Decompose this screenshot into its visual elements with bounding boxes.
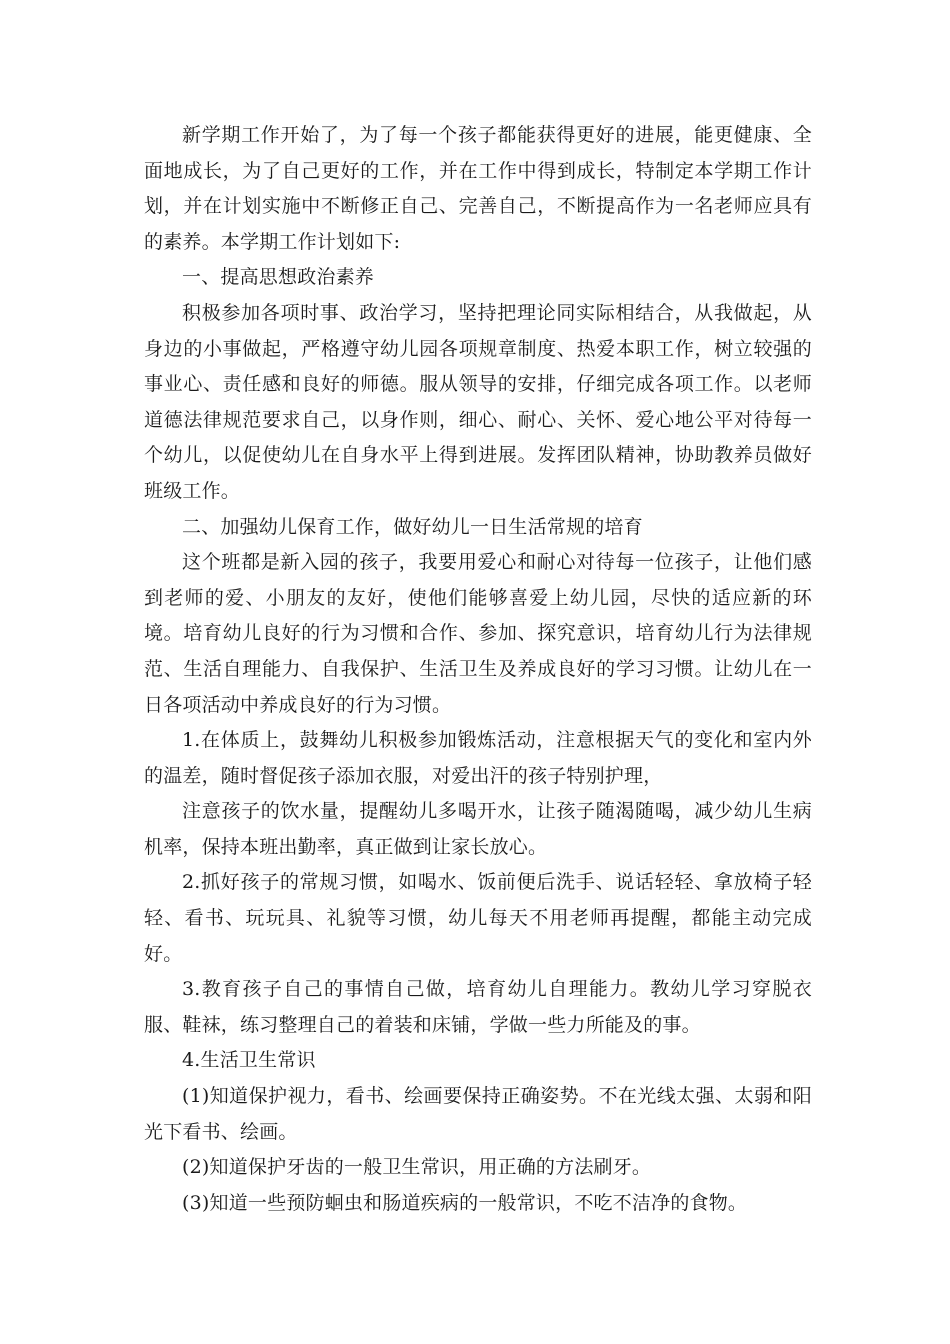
list-item-2: 2.抓好孩子的常规习惯，如喝水、饭前便后洗手、说话轻轻、拿放椅子轻轻、看书、玩玩具、礼貌等习惯，幼儿每天不用老师再提醒，都能主动完成好。 (144, 871, 812, 965)
intro-paragraph: 新学期工作开始了，为了每一个孩子都能获得更好的进展，能更健康、全面地成长，为了自己更好的工作，并在工作中得到成长，特制定本学期工作计划，并在计划实施中不断修正自己、完善自己，不断提高作为一名老师应具有的素养。本学期工作计划如下: (144, 124, 812, 253)
sub-item-3: (3)知道一些预防蛔虫和肠道疾病的一般常识，不吃不洁净的食物。 (182, 1191, 748, 1214)
list-item-4: 4.生活卫生常识 (182, 1049, 316, 1072)
body-paragraph: 积极参加各项时事、政治学习，坚持把理论同实际相结合，从我做起，从身边的小事做起，严格遵守幼儿园各项规章制度、热爱本职工作，树立较强的事业心、责任感和良好的师德。服从领导的安排，仔细完成各项工作。以老师道德法律规范要求自己，以身作则，细心、耐心、关怀、爱心地公平对待每一个幼儿，以促使幼儿在自身水平上得到进展。发挥团队精神，协助教养员做好班级工作。 (144, 301, 812, 502)
section-heading-2: 二、加强幼儿保育工作，做好幼儿一日生活常规的培育 (182, 515, 643, 538)
section-heading-1: 一、提高思想政治素养 (182, 266, 375, 289)
sub-item-2: (2)知道保护牙齿的一般卫生常识，用正确的方法刷牙。 (182, 1156, 652, 1179)
list-item-1: 1.在体质上，鼓舞幼儿积极参加锻炼活动，注意根据天气的变化和室内外的温差，随时督促孩子添加衣服，对爱出汗的孩子特别护理， (144, 729, 812, 787)
document-body (144, 118, 812, 1221)
list-item-3: 3.教育孩子自己的事情自己做，培育幼儿自理能力。教幼儿学习穿脱衣服、鞋袜，练习整理自己的着装和床铺，学做一些力所能及的事。 (144, 978, 812, 1036)
body-paragraph: 注意孩子的饮水量，提醒幼儿多喝开水，让孩子随渴随喝，减少幼儿生病机率，保持本班出勤率，真正做到让家长放心。 (144, 800, 812, 858)
body-paragraph: 这个班都是新入园的孩子，我要用爱心和耐心对待每一位孩子，让他们感到老师的爱、小朋友的友好，使他们能够喜爱上幼儿园，尽快的适应新的环境。培育幼儿良好的行为习惯和合作、参加、探究意识，培育幼儿行为法律规范、生活自理能力、自我保护、生活卫生及养成良好的学习习惯。让幼儿在一日各项活动中养成良好的行为习惯。 (144, 551, 812, 716)
sub-item-1: (1)知道保护视力，看书、绘画要保持正确姿势。不在光线太强、太弱和阳光下看书、绘画。 (144, 1085, 812, 1143)
